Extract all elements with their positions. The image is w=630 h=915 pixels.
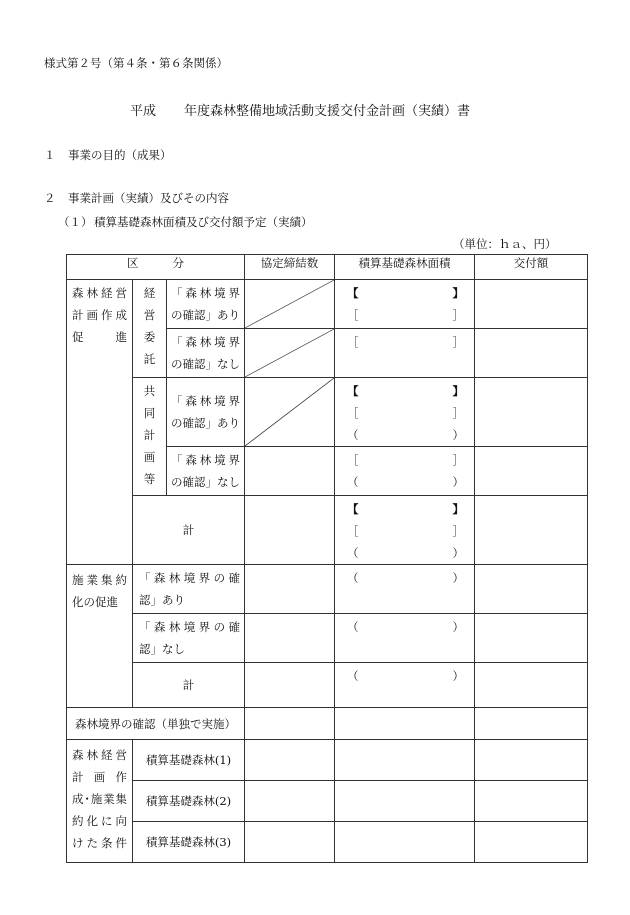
paren-open: （ — [347, 428, 359, 442]
diagonal-slash — [245, 378, 334, 446]
boundary-yes-line1: 「森林境界 — [171, 394, 240, 408]
conditions-line5: けた条件 — [72, 836, 127, 850]
joint-yes-agreements-slashed — [245, 378, 335, 447]
basis-1-agreements — [245, 740, 335, 781]
consign-boundary-yes — [167, 280, 245, 329]
basis-1-area — [335, 740, 475, 781]
consolidation-promotion-slot — [67, 565, 133, 708]
joint-no-area — [335, 447, 475, 496]
joint-no-agreements — [245, 447, 335, 496]
basis-2-agreements — [245, 781, 335, 822]
cons-boundary-no — [133, 614, 245, 663]
plan-promo-line2: 計画作成 — [72, 308, 127, 322]
basis-3-area — [335, 822, 475, 863]
bracket-open: ［ — [347, 308, 359, 322]
bracket-open: ［ — [347, 335, 359, 349]
consolidation-line2: 化の促進 — [72, 595, 118, 609]
paren-close: ） — [452, 571, 464, 585]
plan-promo-line3a: 促 — [72, 330, 84, 344]
plan-promotion-cell — [67, 280, 133, 565]
consign-char1: 経 — [143, 286, 156, 300]
paren-open: （ — [347, 571, 359, 585]
boundary-alone-label: 森林境界の確認（単独で実施） — [67, 708, 245, 740]
diagonal-slash — [245, 329, 334, 377]
consignment-cell — [133, 280, 167, 378]
bracket-open: 【 — [347, 502, 359, 516]
plan-promo-line3b: 進 — [115, 330, 127, 344]
consign-char4: 託 — [143, 352, 156, 366]
document-title — [130, 100, 470, 119]
bracket-close: 】 — [452, 384, 464, 398]
bracket-close: 】 — [452, 286, 464, 300]
section-1-number: １ — [44, 148, 56, 162]
cons-no-line2: 認」なし — [139, 642, 185, 656]
consign-no-agreements-slashed — [245, 329, 335, 378]
cons-subtotal-area — [335, 663, 475, 708]
paren-open: （ — [347, 546, 359, 560]
plan-subtotal-agreements — [245, 496, 335, 565]
bracket-open: 【 — [347, 286, 359, 300]
boundary-yes-line2: の確認」あり — [171, 416, 240, 430]
joint-char4: 画 — [143, 450, 156, 464]
plan-subtotal-amount — [475, 496, 588, 565]
consign-yes-amount — [475, 280, 588, 329]
basis-2-amount — [475, 781, 588, 822]
basis-forest-1: 積算基礎森林(1) — [133, 740, 245, 781]
plan-subtotal-label: 計 — [133, 496, 245, 565]
joint-char3: 計 — [143, 428, 156, 442]
bracket-close: ］ — [452, 406, 464, 420]
consign-no-area — [335, 329, 475, 378]
bracket-close: 】 — [452, 502, 464, 516]
bracket-open: ［ — [347, 453, 359, 467]
header-row — [67, 255, 588, 280]
basis-3-agreements — [245, 822, 335, 863]
cons-yes-line2: 認」あり — [139, 593, 185, 607]
subsection-1-heading — [58, 214, 313, 230]
subsidy-table — [66, 254, 588, 863]
header-area: 積算基礎森林面積 — [335, 255, 475, 280]
boundary-no-line1: 「森林境界 — [171, 335, 240, 349]
paren-open: （ — [347, 475, 359, 489]
boundary-no-line2: の確認」なし — [171, 475, 240, 489]
consign-char2: 営 — [143, 308, 156, 322]
conditions-line2: 計画作 — [72, 770, 127, 784]
boundary-alone-agreements — [245, 708, 335, 740]
section-1-text: 事業の目的（成果） — [68, 148, 172, 162]
consolidation-line1: 施業集約 — [72, 573, 127, 587]
cons-yes-line1: 「森林境界の確 — [139, 571, 240, 585]
joint-planning-cell — [133, 378, 167, 496]
boundary-alone-area — [335, 708, 475, 740]
boundary-yes-line2: の確認」あり — [171, 308, 240, 322]
conditions-line3: 成･施業集 — [72, 792, 127, 806]
consolidation-promotion-cell — [67, 565, 132, 617]
consign-yes-agreements-slashed — [245, 280, 335, 329]
paren-close: ） — [452, 475, 464, 489]
conditions-line4: 約化に向 — [72, 814, 127, 828]
paren-open: （ — [347, 620, 359, 634]
boundary-yes-line1: 「森林境界 — [171, 286, 240, 300]
cons-yes-area — [335, 565, 475, 614]
basis-forest-3: 積算基礎森林(3) — [133, 822, 245, 863]
consign-boundary-no — [167, 329, 245, 378]
bracket-open: 【 — [347, 384, 359, 398]
plan-promo-line1: 森林経営 — [72, 286, 127, 300]
cons-no-area — [335, 614, 475, 663]
joint-char2: 同 — [143, 406, 156, 420]
conditions-line1: 森林経営 — [72, 748, 127, 762]
cons-yes-agreements — [245, 565, 335, 614]
title-text: 年度森林整備地域活動支援交付金計画（実績）書 — [184, 104, 471, 119]
cons-subtotal-label: 計 — [133, 663, 245, 708]
basis-1-amount — [475, 740, 588, 781]
title-era: 平成 — [130, 104, 157, 119]
consign-yes-area — [335, 280, 475, 329]
paren-close: ） — [452, 620, 464, 634]
cons-subtotal-amount — [475, 663, 588, 708]
cons-yes-amount — [475, 565, 588, 614]
conditions-cell — [67, 740, 133, 863]
bracket-close: ］ — [452, 524, 464, 538]
cons-no-amount — [475, 614, 588, 663]
section-2-text: 事業計画（実績）及びその内容 — [68, 191, 229, 205]
header-agreements: 協定締結数 — [245, 255, 335, 280]
basis-3-amount — [475, 822, 588, 863]
basis-2-area — [335, 781, 475, 822]
paren-close: ） — [452, 546, 464, 560]
boundary-no-line2: の確認」なし — [171, 357, 240, 371]
joint-boundary-no — [167, 447, 245, 496]
bracket-close: ］ — [452, 308, 464, 322]
cons-boundary-yes — [133, 565, 245, 614]
bracket-close: ］ — [452, 453, 464, 467]
plan-subtotal-area — [335, 496, 475, 565]
header-kubun-2: 分 — [172, 256, 184, 270]
form-number-label: 様式第２号（第４条・第６条関係） — [44, 56, 228, 70]
cons-no-line1: 「森林境界の確 — [139, 620, 240, 634]
paren-close: ） — [452, 669, 464, 683]
joint-char1: 共 — [143, 384, 156, 398]
joint-yes-area — [335, 378, 475, 447]
cons-no-agreements — [245, 614, 335, 663]
subsection-1-number: （１） — [58, 215, 93, 229]
joint-no-amount — [475, 447, 588, 496]
consign-no-amount — [475, 329, 588, 378]
header-kubun — [67, 255, 245, 280]
joint-char5: 等 — [143, 472, 156, 486]
unit-label: （単位：ｈａ、円） — [453, 237, 557, 251]
bracket-open: ［ — [347, 406, 359, 420]
bracket-close: ］ — [452, 335, 464, 349]
boundary-no-line1: 「森林境界 — [171, 453, 240, 467]
header-kubun-1: 区 — [127, 256, 139, 270]
cons-subtotal-agreements — [245, 663, 335, 708]
paren-close: ） — [452, 428, 464, 442]
section-2-number: ２ — [44, 191, 56, 205]
consign-char3: 委 — [143, 330, 156, 344]
section-1-heading — [44, 147, 172, 163]
subsection-1-text: 積算基礎森林面積及び交付額予定（実績） — [94, 215, 313, 229]
diagonal-slash — [245, 280, 334, 328]
basis-forest-2: 積算基礎森林(2) — [133, 781, 245, 822]
joint-boundary-yes — [167, 378, 245, 447]
joint-yes-amount — [475, 378, 588, 447]
section-2-heading — [44, 190, 229, 206]
header-amount: 交付額 — [475, 255, 588, 280]
boundary-alone-amount — [475, 708, 588, 740]
paren-open: （ — [347, 669, 359, 683]
bracket-open: ［ — [347, 524, 359, 538]
